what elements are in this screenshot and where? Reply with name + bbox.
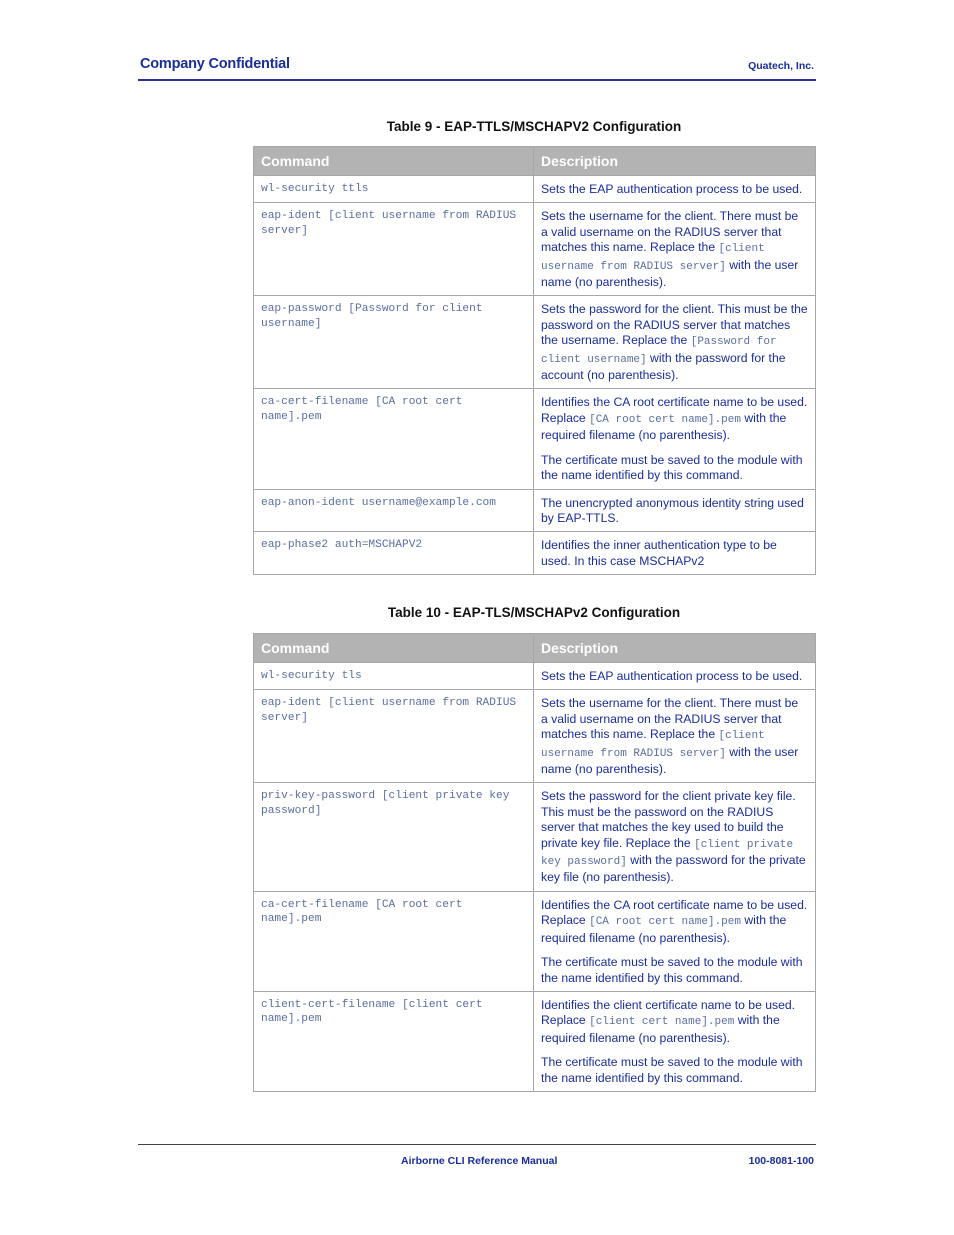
description-cell: Sets the username for the client. There must be a valid username on the RADIUS server that matches this name. Replace the [client username from RADIUS server] with the user name (no parenthesis). [534, 690, 816, 783]
table-row [254, 296, 816, 389]
description-cell: Sets the username for the client. There must be a valid username on the RADIUS server that matches this name. Replace the [client username from RADIUS server] with the user name (no parenthesis). [534, 203, 816, 296]
description-cell: Identifies the inner authentication type to be used. In this case MSCHAPv2 [534, 532, 816, 575]
command-cell: eap-ident [client username from RADIUS server] [254, 203, 534, 296]
table-row [254, 203, 816, 296]
table9-header-command: Command [254, 147, 534, 176]
table-row [254, 891, 816, 991]
command-cell: eap-ident [client username from RADIUS server] [254, 690, 534, 783]
command-cell: wl-security tls [254, 663, 534, 690]
description-cell: Sets the EAP authentication process to be used. [534, 176, 816, 203]
table10-header-description: Description [534, 634, 816, 663]
description-cell: Sets the password for the client. This must be the password on the RADIUS server that matches the username. Replace the [Password for client username] with the password for the account (no parenthesis). [534, 296, 816, 389]
table-row [254, 991, 816, 1091]
table-row [254, 783, 816, 891]
table-row [254, 489, 816, 532]
command-cell: eap-phase2 auth=MSCHAPV2 [254, 532, 534, 575]
table10-header-command: Command [254, 634, 534, 663]
table-row [254, 690, 816, 783]
header-divider [138, 79, 816, 81]
command-cell: client-cert-filename [client cert name].pem [254, 991, 534, 1091]
command-cell: eap-anon-ident username@example.com [254, 489, 534, 532]
command-cell: ca-cert-filename [CA root cert name].pem [254, 891, 534, 991]
command-cell: wl-security ttls [254, 176, 534, 203]
command-cell: priv-key-password [client private key password] [254, 783, 534, 891]
footer-manual-title: Airborne CLI Reference Manual [401, 1155, 558, 1167]
description-cell: Identifies the CA root certificate name to be used. Replace [CA root cert name].pem with the required filename (no parenthesis). The certificate must be saved to the module with the name identified by this command. [534, 389, 816, 489]
table10 [253, 633, 816, 1092]
table9-header-description: Description [534, 147, 816, 176]
header-company-confidential: Company Confidential [140, 56, 290, 72]
table-row [254, 532, 816, 575]
description-cell: Sets the EAP authentication process to be used. [534, 663, 816, 690]
table-row [254, 176, 816, 203]
command-cell: eap-password [Password for client username] [254, 296, 534, 389]
command-cell: ca-cert-filename [CA root cert name].pem [254, 389, 534, 489]
table-row [254, 663, 816, 690]
footer-divider [138, 1144, 816, 1145]
description-cell: Identifies the CA root certificate name to be used. Replace [CA root cert name].pem with the required filename (no parenthesis). The certificate must be saved to the module with the name identified by this command. [534, 891, 816, 991]
table-row [254, 389, 816, 489]
table9 [253, 146, 816, 575]
description-cell: Sets the password for the client private key file. This must be the password on the RADIUS server that matches the key used to build the private key file. Replace the [client private key password] with the password for the private key file (no parenthesis). [534, 783, 816, 891]
table10-caption: Table 10 - EAP-TLS/MSCHAPv2 Configuration [387, 605, 681, 620]
table9-caption: Table 9 - EAP-TTLS/MSCHAPV2 Configuration [386, 119, 682, 134]
header-company-name: Quatech, Inc. [748, 60, 814, 72]
description-cell: Identifies the client certificate name to be used. Replace [client cert name].pem with the required filename (no parenthesis). The certificate must be saved to the module with the name identified by this command. [534, 991, 816, 1091]
description-cell: The unencrypted anonymous identity string used by EAP-TTLS. [534, 489, 816, 532]
footer-document-number: 100-8081-100 [748, 1155, 814, 1167]
